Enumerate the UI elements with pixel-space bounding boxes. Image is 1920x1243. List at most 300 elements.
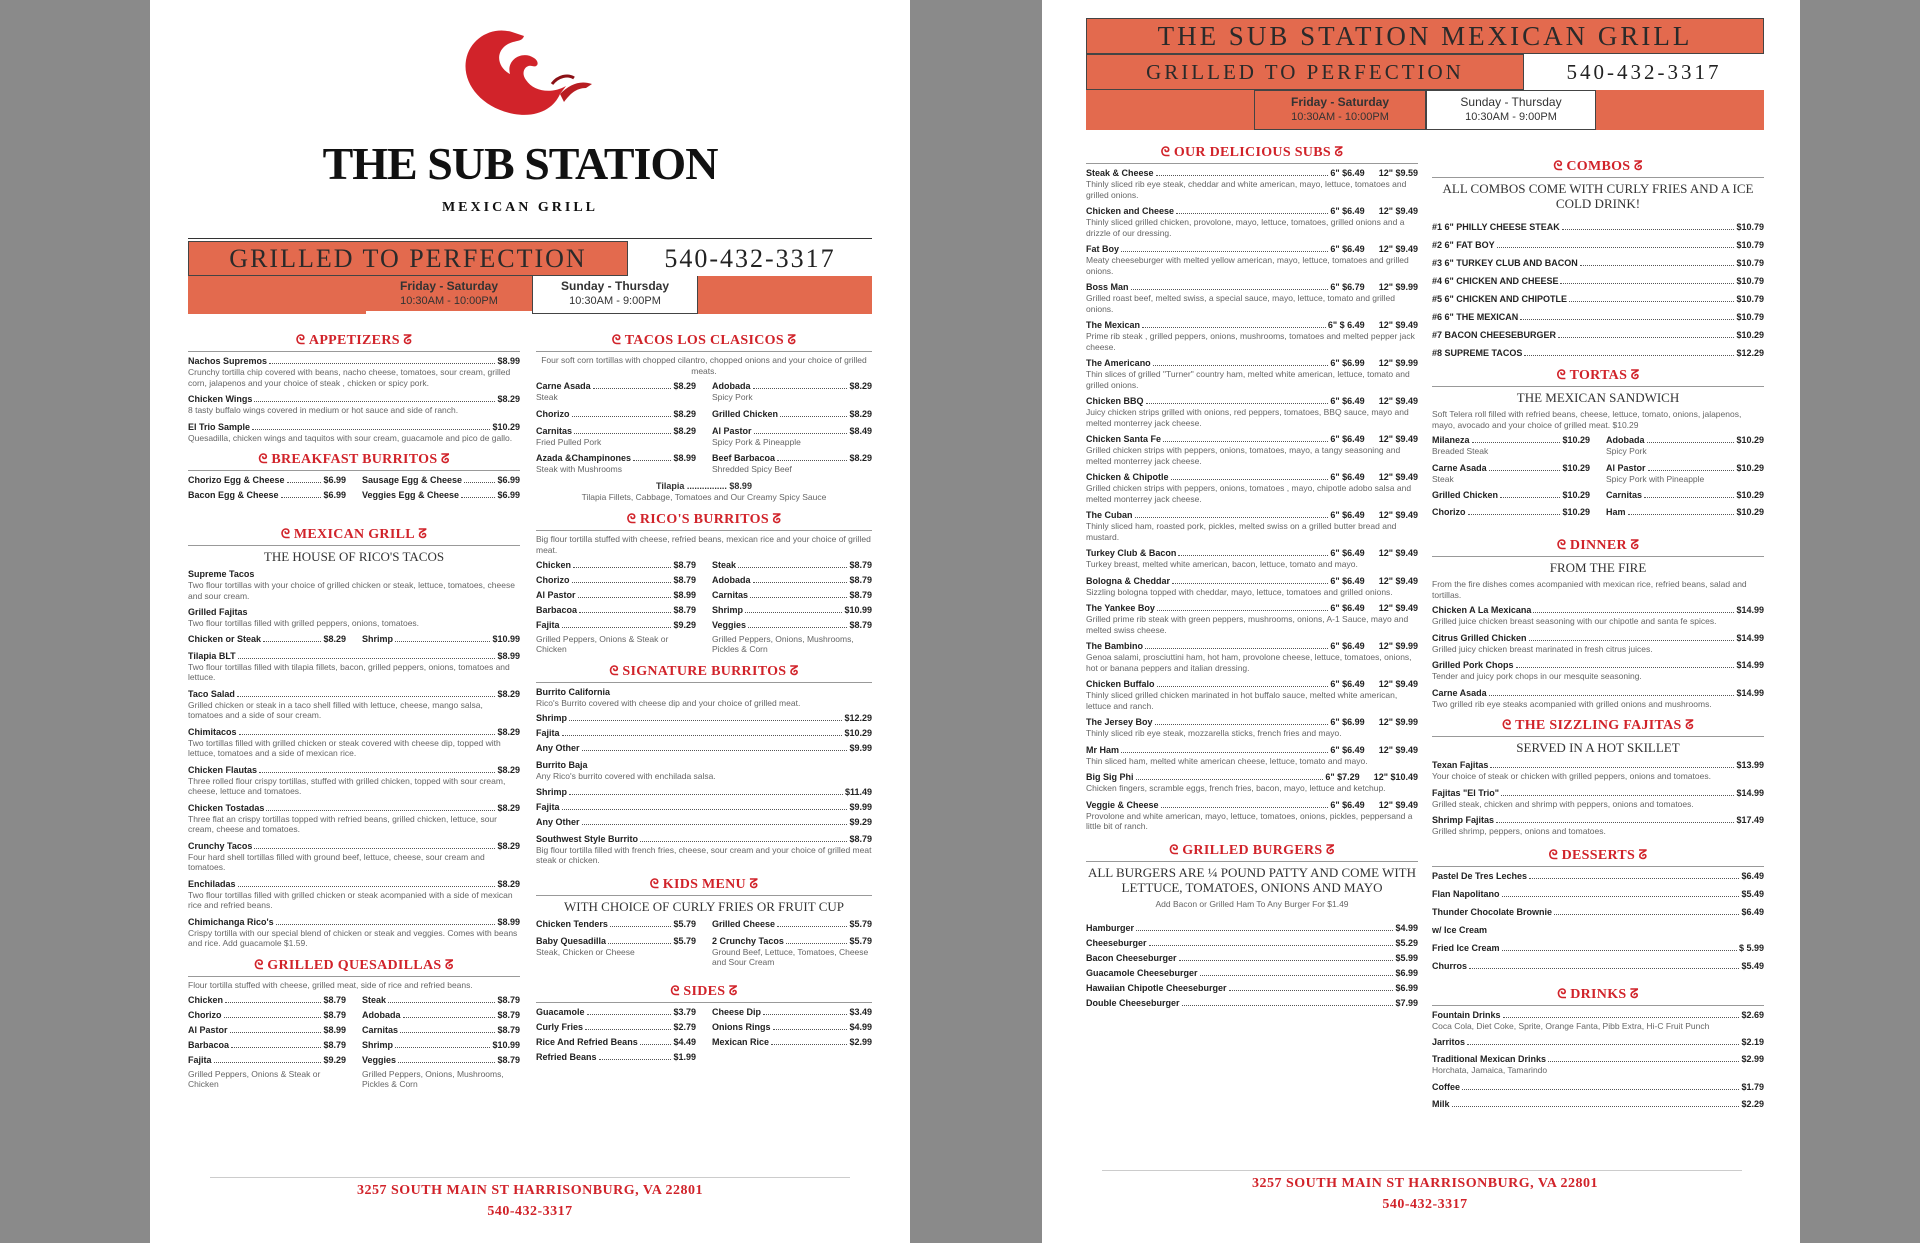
item-desc: Two tortillas filled with grilled chicken or steak covered with cheese dip, topped with lettuce, tomatoes and a side of mexican rice. [188, 737, 501, 758]
item-name: 2 Crunchy Tacos [712, 935, 784, 946]
grilled-fajitas: Grilled Fajitas Two flour tortillas filled with grilled peppers, onions, tomatoes. Chicken or Steak $8.29 Shrimp $10.99 [188, 607, 520, 644]
item-price: $17.49 [1736, 815, 1764, 825]
item-name: Any Other [536, 816, 580, 827]
tilapia-taco: Tilapia ................ $8.99 [656, 480, 752, 491]
item-price: $10.29 [1562, 435, 1590, 445]
item-desc: Chicken fingers, scramble eggs, french fries, bacon, mayo, lettuce and ketchup. [1086, 783, 1386, 793]
item-price: $10.29 [1736, 507, 1764, 517]
menu-item [1432, 434, 1590, 457]
item-name: The Americano [1086, 358, 1151, 368]
menu-item [536, 604, 696, 616]
phone-number: 540-432-3317 [664, 244, 836, 273]
item-name: Azada &Champinones [536, 453, 632, 463]
menu-item [1432, 462, 1590, 485]
item-desc: Thinly sliced rib eye steak, mozzarella sticks, french fries and mayo. [1086, 728, 1342, 738]
price-6in: 6" $6.49 [1330, 744, 1365, 755]
menu-item [362, 1009, 520, 1021]
menu-item [362, 1024, 520, 1036]
tortas-grid [1432, 434, 1764, 523]
item-price: $5.79 [849, 918, 872, 929]
tacos-grid [536, 380, 872, 480]
combos-heading: ᘓ COMBOS ᘔ [1432, 158, 1764, 178]
item-name: #7 BACON CHEESEBURGER [1432, 330, 1557, 340]
item-name: Fajita [188, 1054, 212, 1065]
logo-subtitle: MEXICAN GRILL [441, 200, 599, 215]
price-12in: 12" $9.49 [1378, 744, 1418, 755]
menu-item [1086, 602, 1418, 635]
item-price: $8.29 [497, 840, 520, 851]
price-6in: 6" $7.29 [1325, 772, 1360, 782]
item-name: Veggies [712, 619, 747, 630]
menu-item [188, 421, 520, 444]
item-desc: Grilled chicken strips with peppers, onions, tomatoes , mayo, chipotle adobo salsa and melted monterrey jack cheese. [1086, 483, 1412, 504]
price-6in: 6" $6.49 [1330, 168, 1365, 178]
title-bar [1086, 18, 1764, 54]
right-column [536, 324, 872, 1066]
item-desc: Two flour tortillas filled with tilapia fillets, bacon, grilled peppers, onions, tomatoes and lettuce. [188, 661, 510, 682]
item-price: $6.99 [497, 475, 520, 485]
menu-item [536, 1036, 696, 1048]
menu-item [1432, 275, 1764, 287]
menu-item [536, 727, 872, 739]
item-name: Chicken Buffalo [1086, 679, 1155, 689]
quesadillas-grid: Chicken $8.79 Chorizo $8.79 Al Pastor $8.99 Barbacoa $8.79 Fajita $9.29 Grilled Peppers, Onions & Steak or Chicken Steak $8.79 Adobada $8.79 Carnitas $8.79 Shrimp $10.99 Veggies $8.79 Grilled Peppers, Onions, Mushrooms, Pickles & Corn [188, 994, 520, 1089]
menu-item [536, 742, 872, 754]
item-desc: Meaty cheeseburger with melted yellow american, mayo, lettuce, tomatoes and grilled onions. [1086, 255, 1409, 276]
item-name: Shrimp [536, 786, 568, 797]
hours-st-day: Sunday - Thursday [560, 279, 670, 293]
item-price: $8.99 [673, 453, 696, 463]
menu-item [712, 425, 872, 448]
menu-item [1086, 744, 1418, 767]
item-price: $8.29 [497, 878, 520, 889]
menu-item [1086, 575, 1418, 598]
item-name: Veggies Egg & Cheese [362, 490, 460, 500]
item-price: $8.99 [497, 356, 520, 366]
menu-item [712, 1036, 872, 1048]
item-desc: Thinly sliced ham, roasted pork, pickles, melted swiss on a grilled butter bread and mustard. [1086, 521, 1397, 542]
item-price: $2.79 [673, 1021, 696, 1032]
item-desc: Steak with Mushrooms [536, 464, 622, 474]
price-12in: 12" $9.49 [1378, 396, 1418, 406]
item-desc: Shredded Spicy Beef [712, 464, 792, 474]
menu-item [1432, 221, 1764, 233]
left-column [188, 324, 520, 1090]
item-price: $2.69 [1741, 1009, 1764, 1020]
item-name: Fajita [536, 619, 560, 630]
menu-item [536, 380, 696, 403]
drinks-list [1432, 1009, 1764, 1110]
desserts-heading: ᘓ DESSERTS ᘔ [1432, 847, 1764, 867]
item-price: $8.79 [673, 559, 696, 570]
item-price: $10.79 [1736, 294, 1764, 304]
menu-item [1086, 716, 1418, 739]
menu-item [1432, 814, 1764, 837]
item-name: Thunder Chocolate Brownie [1432, 906, 1553, 917]
item-price: $10.29 [1736, 435, 1764, 445]
item-name: The Yankee Boy [1086, 603, 1155, 613]
burgers-heading: ᘓ GRILLED BURGERS ᘔ [1086, 842, 1418, 862]
item-name: Refried Beans [536, 1051, 597, 1062]
item-desc: Two flour tortillas filled with grilled chicken or steak acompanied with a side of mexican rice and refried beans. [188, 889, 513, 910]
item-name: Grilled Chicken [1432, 490, 1499, 500]
item-name: #2 6" FAT BOY [1432, 240, 1495, 250]
burgers-list [1086, 922, 1418, 1009]
item-price: $8.99 [323, 1024, 346, 1035]
item-name: Chicken [188, 994, 224, 1005]
menu-item [1086, 433, 1418, 466]
item-desc: Prime rib steak , grilled peppers, onions, mushrooms, tomatoes and melted pepper jack cheese. [1086, 331, 1415, 352]
item-name: Bologna & Cheddar [1086, 575, 1171, 586]
item-desc: Fried Pulled Pork [536, 436, 602, 447]
item-name: Cheese Dip [712, 1006, 762, 1017]
item-desc: Juicy chicken strips grilled with onions, red peppers, tomatoes, BBQ sauce, mayo and melted monterrey jack cheese. [1086, 407, 1409, 428]
item-desc: Crunchy tortilla chip covered with beans, nacho cheese, tomatoes, sour cream, grilled corn, jalapenos and your choice of steak , chicken or spicy pork. [188, 367, 511, 388]
item-price: $2.29 [1741, 1098, 1764, 1109]
item-price: $8.29 [497, 764, 520, 775]
menu-item [1086, 319, 1418, 352]
menu-item [1086, 509, 1418, 542]
menu-item [188, 1039, 346, 1051]
price-6in: 6" $6.49 [1330, 603, 1365, 613]
footer-phone: 540-432-3317 [487, 1204, 573, 1219]
item-desc: Thinly sliced grilled chicken marinated in hot buffalo sauce, melted white american, lettuce and ranch. [1086, 690, 1398, 711]
item-price: $3.79 [673, 1006, 696, 1017]
tacos-heading: ᘓ TACOS LOS CLASICOS ᘔ [536, 332, 872, 352]
menu-item [1432, 1098, 1764, 1110]
hours2-bar-right [1596, 90, 1764, 130]
item-name: Carnitas [362, 1024, 399, 1035]
menu-item [712, 918, 872, 930]
menu-item [1432, 1053, 1764, 1076]
item-name: Hamburger [1086, 922, 1135, 933]
price-12in: 12" $9.49 [1378, 206, 1418, 216]
price-6in: 6" $6.49 [1330, 206, 1365, 216]
price-12in: 12" $10.49 [1373, 772, 1418, 782]
tagline: GRILLED TO PERFECTION [229, 243, 587, 273]
item-name: Mr Ham [1086, 744, 1120, 755]
item-name: The Jersey Boy [1086, 717, 1153, 727]
hours-bar-left [188, 276, 366, 314]
quesadillas-desc: Flour tortilla stuffed with cheese, grilled meat, side of rice and refried beans. [188, 979, 473, 990]
item-price: $14.99 [1736, 632, 1764, 643]
item-price: $10.29 [492, 421, 520, 432]
item-price: $10.79 [1736, 240, 1764, 250]
item-name: Tilapia BLT [188, 650, 236, 661]
item-name: Chorizo [536, 408, 570, 419]
item-price: $10.79 [1736, 312, 1764, 322]
menu-item [536, 589, 696, 601]
item-name: Grilled Pork Chops [1432, 660, 1514, 670]
drinks-heading: ᘓ DRINKS ᘔ [1432, 986, 1764, 1006]
fajitas-heading: ᘓ THE SIZZLING FAJITAS ᘔ [1432, 717, 1764, 737]
menu-item [1086, 167, 1418, 200]
menu-item [188, 916, 520, 949]
menu-item [188, 764, 520, 797]
item-name: Jarritos [1432, 1037, 1466, 1047]
price-6in: 6" $6.99 [1330, 717, 1365, 727]
item-name: Shrimp [362, 1039, 394, 1050]
menu-item [188, 355, 520, 388]
item-price: $8.79 [849, 559, 872, 570]
item-price: $6.49 [1741, 870, 1764, 881]
burrito-baja: Burrito Baja Any Rico's burrito covered with enchilada salsa. Shrimp $11.49 Fajita $9.99 Any Other $9.29 [536, 760, 872, 827]
item-name: Baby Quesadilla [536, 935, 607, 946]
supreme-tacos: Supreme Tacos Two flour tortillas with your choice of grilled chicken or steak, lettuce, tomatoes, cheese and sour cream. [188, 569, 515, 601]
hours2-fs-day: Friday - Saturday [1290, 95, 1390, 109]
price-12in: 12" $9.49 [1378, 434, 1418, 444]
menu-item [362, 1054, 520, 1066]
menu-item [712, 408, 872, 420]
item-name: Steak & Cheese [1086, 168, 1154, 178]
item-name: Chicken A La Mexicana [1432, 605, 1532, 615]
item-name: Chicken [536, 559, 572, 570]
menu-item [1432, 888, 1764, 900]
item-price: $5.79 [673, 918, 696, 929]
item-price: $8.99 [673, 589, 696, 600]
menu-item [536, 425, 696, 448]
hours2-st-time: 10:30AM - 9:00PM [1465, 111, 1557, 123]
item-price: $8.79 [497, 994, 520, 1005]
kids-heading: ᘓ KIDS MENU ᘔ [536, 876, 872, 896]
menu-item [188, 726, 520, 759]
item-name: The Bambino [1086, 641, 1144, 651]
item-name: Veggies [362, 1054, 397, 1065]
tagline-2: GRILLED TO PERFECTION [1146, 59, 1464, 84]
tagline-bar-2 [1086, 54, 1524, 90]
item-price: $8.79 [673, 604, 696, 615]
item-price: $1.79 [1741, 1081, 1764, 1092]
item-name: Al Pastor [712, 425, 752, 436]
item-price: $6.99 [1395, 967, 1418, 978]
item-name: Curly Fries [536, 1021, 584, 1032]
menu-title: THE SUB STATION MEXICAN GRILL [1157, 20, 1693, 51]
breakfast-grid [188, 474, 520, 504]
breakfast-heading: ᘓ BREAKFAST BURRITOS ᘔ [188, 451, 520, 471]
menu-item [1086, 243, 1418, 276]
item-price: $8.79 [849, 589, 872, 600]
item-price: $2.99 [1741, 1054, 1764, 1064]
fajitas-list [1432, 759, 1764, 837]
item-name: #1 6" PHILLY CHEESE STEAK [1432, 222, 1560, 232]
menu-item [712, 619, 872, 631]
item-desc: Ground Beef, Lettuce, Tomatoes, Cheese and Sour Cream [712, 946, 869, 967]
menu-item [536, 1021, 696, 1033]
footer-address-2: 3257 SOUTH MAIN ST HARRISONBURG, VA 22801 [1251, 1176, 1599, 1191]
item-price: $8.29 [673, 408, 696, 419]
item-name: Grilled Cheese [712, 918, 776, 929]
mexican-grill-list [188, 650, 520, 949]
item-name: Flan Napolitano [1432, 888, 1500, 899]
menu-item [536, 574, 696, 586]
menu-item [1432, 604, 1764, 627]
item-desc: Grilled shrimp, peppers, onions and tomatoes. [1432, 826, 1606, 836]
item-desc: Grilled juice chicken breast seasoning with our chipotle and santa fe spices. [1432, 616, 1717, 626]
hours2-fri-sat [1254, 90, 1426, 130]
item-price: $10.79 [1736, 222, 1764, 232]
item-price: $14.99 [1736, 605, 1764, 615]
item-price: $8.49 [849, 425, 872, 436]
menu-item [1432, 489, 1590, 501]
menu-item [188, 489, 346, 501]
item-name: Chorizo [1432, 507, 1466, 517]
burrito-california: Burrito California Rico's Burrito covered with cheese dip and your choice of grilled meat. Shrimp $12.29 Fajita $10.29 Any Other $9.99 [536, 686, 872, 753]
item-name: Chimitacos [188, 726, 237, 737]
item-name: Chicken Tostadas [188, 802, 265, 813]
menu-item [1432, 960, 1764, 972]
item-desc: Spicy Pork with Pineapple [1606, 473, 1705, 484]
menu-item [1432, 239, 1764, 251]
item-price: $6.99 [497, 490, 520, 500]
item-desc: Grilled chicken or steak in a taco shell filled with lettuce, cheese, mango salsa, tomatoes and a side of sour cream. [188, 699, 483, 720]
menu-item [712, 574, 872, 586]
item-desc: Grilled juicy chicken breast marinated in fresh citrus juices. [1432, 643, 1653, 654]
item-name: Taco Salad [188, 688, 235, 699]
subs-heading: ᘓ OUR DELICIOUS SUBS ᘔ [1086, 144, 1418, 164]
item-desc: Three flat an crispy tortillas topped with refried beans, grilled chicken, lettuce, sour cream, cheese and tomatoes. [188, 813, 497, 834]
item-name: Chicken and Cheese [1086, 206, 1175, 216]
footer-rule-2 [1102, 1170, 1742, 1171]
menu-item [1432, 942, 1764, 954]
menu-item [536, 1051, 696, 1063]
item-desc: Steak [536, 392, 558, 402]
item-price: $8.29 [849, 453, 872, 463]
item-name: The Mexican [1086, 320, 1141, 330]
item-price: $8.29 [849, 408, 872, 419]
menu-item [1432, 687, 1764, 710]
price-6in: 6" $6.49 [1330, 510, 1365, 520]
item-price: $10.99 [844, 604, 872, 615]
menu-item [188, 474, 346, 486]
menu-item [1086, 937, 1418, 949]
menu-item [1086, 952, 1418, 964]
item-name: Cheeseburger [1086, 937, 1147, 948]
menu-item [1432, 1036, 1764, 1048]
item-price: $8.99 [497, 916, 520, 927]
logo-title: THE SUB STATION [322, 138, 718, 189]
menu-item [188, 1024, 346, 1036]
item-desc: Steak, Chicken or Cheese [536, 946, 635, 957]
item-price: $8.79 [323, 994, 346, 1005]
hours-st-time: 10:30AM - 9:00PM [569, 295, 661, 307]
item-name: #3 6" TURKEY CLUB AND BACON [1432, 258, 1578, 268]
menu-item [362, 489, 520, 501]
menu-item [1086, 281, 1418, 314]
item-price: $5.79 [849, 935, 872, 946]
item-price: $10.79 [1736, 258, 1764, 268]
item-name: Fajita [536, 801, 560, 812]
menu-item [536, 786, 872, 798]
subs-list [1086, 167, 1418, 832]
price-12in: 12" $9.49 [1378, 244, 1418, 254]
menu-page-front [150, 0, 910, 1243]
item-price: $ 5.99 [1738, 942, 1764, 953]
item-price: $8.29 [497, 394, 520, 404]
signature-heading: ᘓ SIGNATURE BURRITOS ᘔ [536, 663, 872, 683]
item-name: Carne Asada [536, 381, 591, 391]
hours2-sun-thu [1426, 90, 1596, 130]
item-price: $10.29 [1736, 490, 1764, 500]
item-name: Adobada [712, 381, 751, 391]
hours2-bar-left [1086, 90, 1254, 130]
menu-item [1432, 506, 1590, 518]
appetizers-heading: ᘓ APPETIZERS ᘔ [188, 332, 520, 352]
menu-item [188, 802, 520, 835]
price-12in: 12" $9.49 [1378, 510, 1418, 520]
menu-item [1432, 1081, 1764, 1093]
burgers-note: Add Bacon or Grilled Ham To Any Burger For $1.49 [1155, 898, 1349, 909]
menu-item [1086, 997, 1418, 1009]
menu-item [1606, 434, 1764, 457]
tacos-desc: Four soft corn tortillas with chopped cilantro, chopped onions and your choice of grilled meats. [541, 355, 867, 376]
item-name: Fried Ice Cream [1432, 942, 1500, 953]
item-name: Steak [362, 994, 387, 1005]
item-desc: Genoa salami, prosciuttini ham, hot ham, provolone cheese, lettuce, tomatoes, onions, hot or banana peppers and italian dressing. [1086, 652, 1412, 673]
subs-column [1086, 136, 1418, 1012]
price-6in: 6" $6.99 [1330, 358, 1365, 368]
item-name: Citrus Grilled Chicken [1432, 632, 1527, 643]
item-desc: Coca Cola, Diet Coke, Sprite, Orange Fanta, Pibb Extra, Hi-C Fruit Punch [1432, 1020, 1710, 1031]
menu-item [1432, 311, 1764, 323]
item-price: $6.99 [323, 475, 346, 485]
menu-item [712, 1021, 872, 1033]
item-name: Carnitas [712, 589, 749, 600]
item-price: $6.99 [1395, 982, 1418, 993]
menu-item [536, 935, 696, 958]
menu-item [712, 559, 872, 571]
item-name: #6 6" THE MEXICAN [1432, 312, 1519, 322]
item-name: Adobada [362, 1009, 401, 1020]
menu-item [1432, 329, 1764, 341]
item-name: Chicken BBQ [1086, 396, 1144, 406]
item-desc: Provolone and white american, mayo, lettuce, tomatoes, onions, pickles, peppersand a little bit of ranch. [1086, 810, 1413, 831]
item-name: Al Pastor [1606, 462, 1646, 473]
item-desc: Spicy Pork [1606, 446, 1647, 456]
item-desc: Your choice of steak or chicken with grilled peppers, onions and tomatoes. [1432, 771, 1711, 781]
item-desc: Thinly sliced grilled chicken, provolone, mayo, lettuce, tomatoes, grilled onions and a drizzle of our dressing. [1086, 217, 1405, 238]
price-6in: 6" $6.49 [1330, 799, 1365, 810]
item-name: Enchiladas [188, 878, 236, 889]
item-name: #5 6" CHICKEN AND CHIPOTLE [1432, 294, 1567, 304]
menu-item [536, 816, 872, 828]
menu-item [362, 1039, 520, 1051]
phone-number-2: 540-432-3317 [1566, 60, 1722, 84]
menu-item [1606, 489, 1764, 501]
price-12in: 12" $9.49 [1378, 548, 1418, 558]
item-desc: Turkey breast, melted white american, bacon, lettuce, tomato and mayo. [1086, 559, 1358, 569]
dinner-desc: From the fire dishes comes acompanied with mexican rice, refried beans, salad and tortillas. [1432, 579, 1747, 600]
item-price: $13.99 [1736, 760, 1764, 770]
item-desc: Quesadilla, chicken wings and taquitos with sour cream, guacamole and pico de gallo. [188, 432, 513, 443]
menu-page-back [1042, 0, 1800, 1243]
menu-item [1086, 547, 1418, 570]
menu-item [536, 918, 696, 930]
item-price: $12.29 [1736, 348, 1764, 358]
price-6in: 6" $6.49 [1330, 472, 1365, 482]
menu-item [536, 408, 696, 420]
ricos-desc: Big flour tortilla stuffed with cheese, refried beans, mexican rice and your choice of grilled meat. [536, 533, 871, 555]
price-12in: 12" $9.99 [1378, 641, 1418, 651]
menu-item [1432, 347, 1764, 359]
footer-phone-2: 540-432-3317 [1382, 1197, 1468, 1212]
item-name: Traditional Mexican Drinks [1432, 1054, 1547, 1064]
menu-item [1086, 922, 1418, 934]
menu-item [1432, 787, 1764, 810]
price-12in: 12" $9.59 [1378, 168, 1418, 178]
menu-item [1086, 205, 1418, 238]
item-name: Coffee [1432, 1081, 1461, 1092]
price-6in: 6" $6.49 [1330, 548, 1365, 558]
